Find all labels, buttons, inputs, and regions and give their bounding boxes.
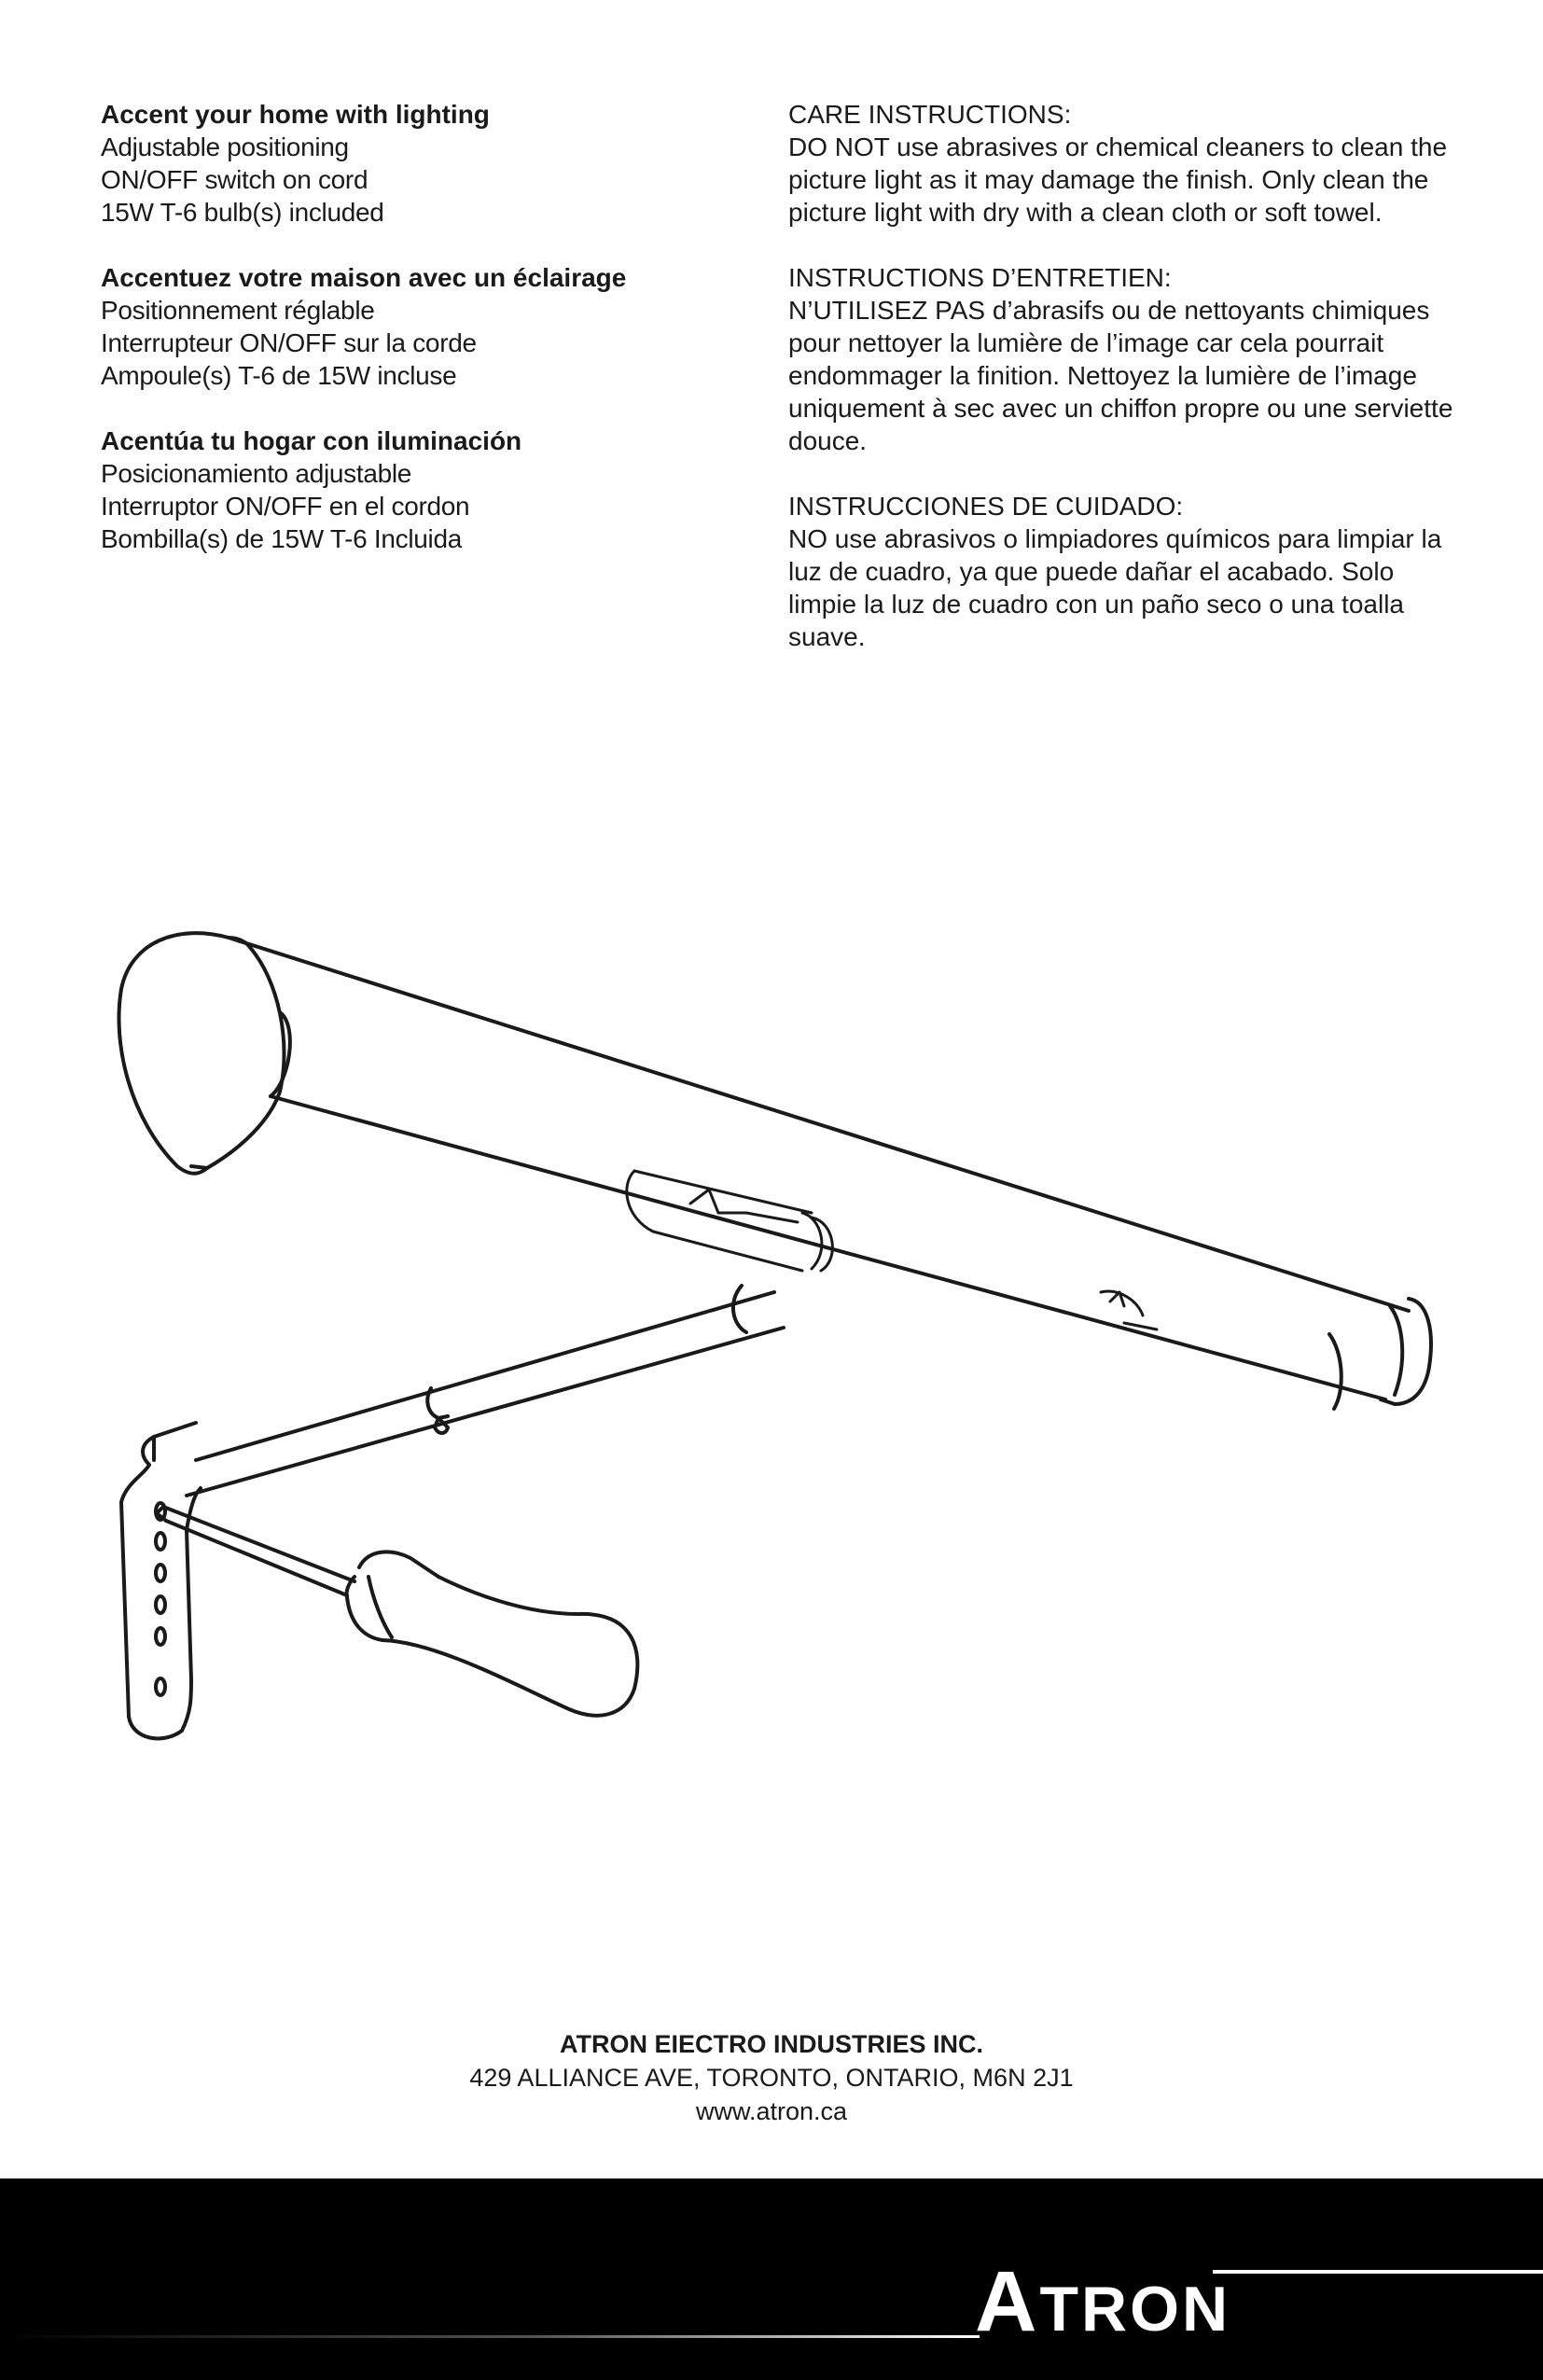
screwdriver-icon: [157, 1507, 637, 1716]
left-end-cap: [119, 933, 285, 1174]
feature-block-es: [101, 425, 698, 555]
care-block-en: [788, 98, 1460, 229]
company-address: 429 ALLIANCE AVE, TORONTO, ONTARIO, M6N 2J1: [469, 2064, 1074, 2092]
care-heading: INSTRUCCIONES DE CUIDADO:: [788, 492, 1184, 521]
atron-logo: [975, 2254, 1231, 2349]
lamp-tube: [119, 933, 1431, 1409]
feature-line: Ampoule(s) T-6 de 15W incluse: [101, 361, 457, 390]
feature-line: Positionnement réglable: [101, 296, 375, 325]
care-block-fr: [788, 261, 1460, 457]
screwdriver-handle: [382, 1577, 637, 1716]
feature-line: Posicionamiento adjustable: [101, 459, 412, 488]
logo-first-letter: A: [975, 2254, 1040, 2349]
feature-line: Interruptor ON/OFF en el cordon: [101, 492, 470, 521]
logo-rest: TRON: [1039, 2274, 1231, 2345]
feature-heading: Accentuez votre maison avec un éclairage: [101, 263, 627, 292]
bulb-icon: [627, 1171, 1157, 1329]
care-text: NO use abrasivos o limpiadores químicos para limpiar la luz de cuadro, ya que puede dañar el acabado. Solo limpie la luz de cuadro con un paño seco o una toalla suave.: [788, 524, 1442, 651]
care-heading: CARE INSTRUCTIONS:: [788, 100, 1072, 129]
company-website[interactable]: www.atron.ca: [695, 2097, 848, 2125]
care-column: [788, 98, 1460, 686]
feature-line: Bombilla(s) de 15W T-6 Incluida: [101, 524, 463, 553]
feature-heading: Accent your home with lighting: [101, 100, 490, 129]
care-block-es: [788, 490, 1460, 653]
feature-block-en: [101, 98, 698, 229]
feature-block-fr: [101, 261, 698, 392]
feature-line: ON/OFF switch on cord: [101, 165, 368, 194]
right-end-cap: [1381, 1299, 1431, 1404]
company-info: [0, 2027, 1543, 2128]
care-text: DO NOT use abrasives or chemical cleaners to clean the picture light as it may damage the finish. Only clean the picture light with dry with a clean cloth or soft towel.: [788, 132, 1448, 227]
footer-decorative-lines: [0, 2178, 1543, 2380]
company-name: ATRON EIECTRO INDUSTRIES INC.: [559, 2030, 984, 2058]
lamp-arm: [187, 1286, 784, 1496]
care-heading: INSTRUCTIONS D’ENTRETIEN:: [788, 263, 1172, 292]
picture-light-illustration: [93, 896, 1455, 1773]
wall-bracket: [121, 1423, 201, 1738]
features-column: [101, 98, 698, 588]
feature-line: Adjustable positioning: [101, 132, 349, 161]
feature-line: Interrupteur ON/OFF sur la corde: [101, 328, 477, 357]
feature-heading: Acentúa tu hogar con iluminación: [101, 426, 522, 455]
feature-line: 15W T-6 bulb(s) included: [101, 198, 384, 227]
care-text: N’UTILISEZ PAS d’abrasifs ou de nettoyants chimiques pour nettoyer la lumière de l’image car cela pourrait endommager la finition. Nettoyez la lumière de l’image uniquement à sec avec un chiffon propre ou une serviette douce.: [788, 296, 1453, 455]
